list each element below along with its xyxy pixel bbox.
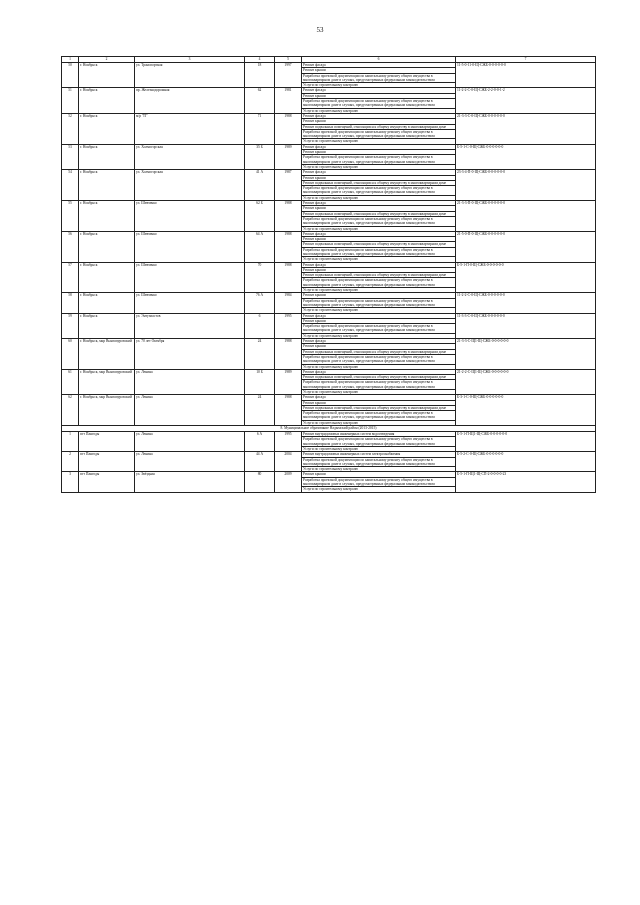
house-number-cell: 76 А xyxy=(245,293,275,313)
work-type-cell: Разработка проектной документации по капитальному ремонту общего имущества в многоквартирном доме в случаях, предусмотренных федеральным законодательством xyxy=(302,278,456,288)
year-cell: 1988 xyxy=(275,201,302,232)
year-cell: 1988 xyxy=(275,113,302,144)
street-cell: ул. Шевченко xyxy=(135,231,245,262)
work-type-cell: Ремонт крыши xyxy=(302,175,456,180)
work-type-cell: Ремонт крыши xyxy=(302,344,456,349)
work-type-cell: Ремонт фасада xyxy=(302,170,456,175)
year-cell: 1995 xyxy=(275,313,302,338)
street-cell: ул. 70 лет Октября xyxy=(135,339,245,370)
settlement-cell: г. Ноябрьск xyxy=(79,144,135,169)
settlement-cell: пгт Пангоды xyxy=(79,432,135,452)
column-number-cell: 7 xyxy=(456,57,596,63)
settlement-cell: пгт Пангоды xyxy=(79,472,135,492)
work-type-cell: Ремонт фасада xyxy=(302,63,456,68)
row-number: 3 xyxy=(62,472,79,492)
building-code-cell: Б-5-1-П-0-Щ-СЖБ-0-0-0-0-0-0 xyxy=(456,262,596,293)
settlement-cell: г. Ноябрьск, мкр Вынгапуровский xyxy=(79,339,135,370)
house-number-cell: 10 Б xyxy=(245,369,275,394)
work-type-cell: Разработка проектной документации по капитальному ремонту общего имущества в многоквартирном доме в случаях, предусмотренных федеральным законодательством xyxy=(302,477,456,487)
settlement-cell: г. Ноябрьск xyxy=(79,293,135,313)
house-number-cell: 24 xyxy=(245,339,275,370)
work-type-cell: Ремонт фасада xyxy=(302,231,456,236)
table-body xyxy=(62,57,596,493)
work-type-cell: Ремонт подвальных помещений, относящихся к общему имуществу в многоквартирном доме xyxy=(302,375,456,380)
work-type-cell: Ремонт подвальных помещений, относящихся к общему имуществу в многоквартирном доме xyxy=(302,211,456,216)
work-type-cell: Разработка проектной документации по капитальному ремонту общего имущества в многоквартирном доме в случаях, предусмотренных федеральным законодательством xyxy=(302,99,456,109)
street-cell: ул. Шевченко xyxy=(135,262,245,293)
work-type-cell: Ремонт фасада xyxy=(302,313,456,318)
work-type-cell: Ремонт крыши xyxy=(302,293,456,298)
settlement-cell: г. Ноябрьск xyxy=(79,201,135,232)
work-type-cell: Разработка проектной документации по капитальному ремонту общего имущества в многоквартирном доме в случаях, предусмотренных федеральным законодательством xyxy=(302,380,456,390)
building-code-cell: 11-2-2-С-0-Щ-СЖБ-2-2-0-0-1-2 xyxy=(456,88,596,113)
work-type-cell: Ремонт внутридомовых инженерных систем электроснабжения xyxy=(302,452,456,457)
row-number: 59 xyxy=(62,313,79,338)
settlement-cell: г. Ноябрьск xyxy=(79,63,135,88)
street-cell: ул. Ленина xyxy=(135,395,245,426)
work-type-cell: Ремонт фасада xyxy=(302,262,456,267)
house-number-cell: 62 Б xyxy=(245,201,275,232)
row-number: 61 xyxy=(62,369,79,394)
settlement-cell: г. Ноябрьск xyxy=(79,231,135,262)
building-code-cell: 11-3-3-С-0-Щ-СЖБ-0-0-0-0-0-0 xyxy=(456,313,596,338)
house-number-cell: 71 xyxy=(245,113,275,144)
work-type-cell: Услуги по строительному контролю xyxy=(302,308,456,313)
work-type-cell: Ремонт фасада xyxy=(302,113,456,118)
year-cell: 1989 xyxy=(275,144,302,169)
year-cell: 1989 xyxy=(275,369,302,394)
street-cell: ул. Ленина xyxy=(135,369,245,394)
table-row xyxy=(62,432,596,437)
row-number: 57 xyxy=(62,262,79,293)
work-type-cell: Услуги по строительному контролю xyxy=(302,83,456,88)
row-number: 53 xyxy=(62,144,79,169)
building-code-cell: 21-3-3-С-Щ1-Щ-СЖБ-0-0-0-0-0-0 xyxy=(456,339,596,370)
building-code-cell: 11-2-2-С-0-Щ-СЖБ-0-0-0-0-0-0 xyxy=(456,293,596,313)
settlement-cell: г. Ноябрьск xyxy=(79,88,135,113)
street-cell: ул. Шевченко xyxy=(135,293,245,313)
column-number-cell: 3 xyxy=(135,57,245,63)
work-type-cell: Услуги по строительному контролю xyxy=(302,288,456,293)
work-type-cell: Разработка проектной документации по капитальному ремонту общего имущества в многоквартирном доме в случаях, предусмотренных федеральным законодательством xyxy=(302,457,456,467)
building-code-cell: 21-3-3-С-0-Щ-СЖБ-0-0-0-0-0-0 xyxy=(456,113,596,144)
work-type-cell: Разработка проектной документации по капитальному ремонту общего имущества в многоквартирном доме в случаях, предусмотренных федеральным законодательством xyxy=(302,73,456,83)
year-cell: 1988 xyxy=(275,395,302,426)
work-type-cell: Услуги по строительному контролю xyxy=(302,164,456,169)
row-number: 56 xyxy=(62,231,79,262)
house-number-cell: 6 xyxy=(245,313,275,338)
work-type-cell: Услуги по строительному контролю xyxy=(302,487,456,492)
year-cell: 1988 xyxy=(275,339,302,370)
column-number-cell: 4 xyxy=(245,57,275,63)
column-number-cell: 6 xyxy=(302,57,456,63)
row-number: 2 xyxy=(62,452,79,472)
work-type-cell: Ремонт подвальных помещений, относящихся к общему имуществу в многоквартирном доме xyxy=(302,242,456,247)
work-type-cell: Ремонт фасада xyxy=(302,144,456,149)
house-number-cell: 62 xyxy=(245,88,275,113)
settlement-cell: г. Ноябрьск xyxy=(79,262,135,293)
work-type-cell: Услуги по строительному контролю xyxy=(302,333,456,338)
street-cell: ул. Холмогорская xyxy=(135,170,245,201)
work-type-cell: Ремонт фасада xyxy=(302,88,456,93)
work-type-cell: Услуги по строительному контролю xyxy=(302,108,456,113)
house-number-cell: 80 xyxy=(245,472,275,492)
work-type-cell: Разработка проектной документации по капитальному ремонту общего имущества в многоквартирном доме в случаях, предусмотренных федеральным законодательством xyxy=(302,155,456,165)
building-code-cell: 11-5-0-11-0-Щ-СЖБ-0-0-0-0-0-0 xyxy=(456,63,596,88)
row-number: 54 xyxy=(62,170,79,201)
capital-repair-table xyxy=(61,56,596,493)
row-number: 58 xyxy=(62,293,79,313)
house-number-cell: 70 xyxy=(245,262,275,293)
street-cell: м/р "П" xyxy=(135,113,245,144)
street-cell: ул. Шевченко xyxy=(135,201,245,232)
settlement-cell: г. Ноябрьск xyxy=(79,113,135,144)
building-code-cell: Б-5-2-С-0-Щ-СЖБ-0-0-0-0-0-0 xyxy=(456,452,596,472)
work-type-cell: Разработка проектной документации по капитальному ремонту общего имущества в многоквартирном доме в случаях, предусмотренных федеральным законодательством xyxy=(302,354,456,364)
work-type-cell: Ремонт внутридомовых инженерных систем водоотведения xyxy=(302,432,456,437)
row-number: 55 xyxy=(62,201,79,232)
work-type-cell: Разработка проектной документации по капитальному ремонту общего имущества в многоквартирном доме в случаях, предусмотренных федеральным законодательством xyxy=(302,324,456,334)
work-type-cell: Ремонт подвальных помещений, относящихся к общему имуществу в многоквартирном доме xyxy=(302,405,456,410)
row-number: 51 xyxy=(62,88,79,113)
work-type-cell: Ремонт крыши xyxy=(302,119,456,124)
section-title: 8. Муниципальное образование Надымский район (2013-2015) xyxy=(62,426,596,432)
year-cell: 1984 xyxy=(275,293,302,313)
work-type-cell: Разработка проектной документации по капитальному ремонту общего имущества в многоквартирном доме в случаях, предусмотренных федеральным законодательством xyxy=(302,411,456,421)
house-number-cell: 64 А xyxy=(245,231,275,262)
work-type-cell: Ремонт крыши xyxy=(302,93,456,98)
street-cell: ул. Транспортная xyxy=(135,63,245,88)
year-cell: 2009 xyxy=(275,472,302,492)
table-row xyxy=(62,452,596,457)
work-type-cell: Услуги по строительному контролю xyxy=(302,257,456,262)
work-type-cell: Ремонт фасада xyxy=(302,339,456,344)
year-cell: 1981 xyxy=(275,88,302,113)
work-type-cell: Услуги по строительному контролю xyxy=(302,446,456,451)
work-type-cell: Ремонт подвальных помещений, относящихся к общему имуществу в многоквартирном доме xyxy=(302,349,456,354)
work-type-cell: Разработка проектной документации по капитальному ремонту общего имущества в многоквартирном доме в случаях, предусмотренных федеральным законодательством xyxy=(302,186,456,196)
year-cell: 2004 xyxy=(275,452,302,472)
work-type-cell: Услуги по строительному контролю xyxy=(302,195,456,200)
column-number-cell: 5 xyxy=(275,57,302,63)
work-type-cell: Ремонт крыши xyxy=(302,237,456,242)
work-type-cell: Ремонт крыши xyxy=(302,206,456,211)
house-number-cell: 41 А xyxy=(245,170,275,201)
street-cell: ул. Энтузиастов xyxy=(135,313,245,338)
house-number-cell: 18 xyxy=(245,63,275,88)
work-type-cell: Услуги по строительному контролю xyxy=(302,420,456,425)
work-type-cell: Ремонт фасада xyxy=(302,201,456,206)
work-type-cell: Ремонт крыши xyxy=(302,150,456,155)
work-type-cell: Разработка проектной документации по капитальному ремонту общего имущества в многоквартирном доме в случаях, предусмотренных федеральным законодательством xyxy=(302,298,456,308)
street-cell: ул. Холмогорская xyxy=(135,144,245,169)
year-cell: 1987 xyxy=(275,170,302,201)
work-type-cell: Ремонт крыши xyxy=(302,318,456,323)
work-type-cell: Разработка проектной документации по капитальному ремонту общего имущества в многоквартирном доме в случаях, предусмотренных федеральным законодательством xyxy=(302,437,456,447)
work-type-cell: Ремонт подвальных помещений, относящихся к общему имуществу в многоквартирном доме xyxy=(302,273,456,278)
settlement-cell: г. Ноябрьск, мкр Вынгапуровский xyxy=(79,369,135,394)
row-number: 1 xyxy=(62,432,79,452)
street-cell: ул. Ленина xyxy=(135,452,245,472)
work-type-cell: Ремонт фасада xyxy=(302,369,456,374)
work-type-cell: Разработка проектной документации по капитальному ремонту общего имущества в многоквартирном доме в случаях, предусмотренных федеральным законодательством xyxy=(302,216,456,226)
house-number-cell: 44 А xyxy=(245,452,275,472)
work-type-cell: Ремонт подвальных помещений, относящихся к общему имуществу в многоквартирном доме xyxy=(302,180,456,185)
column-number-cell: 2 xyxy=(79,57,135,63)
work-type-cell: Ремонт крыши xyxy=(302,472,456,477)
house-number-cell: 6 А xyxy=(245,432,275,452)
row-number: 60 xyxy=(62,339,79,370)
settlement-cell: г. Ноябрьск, мкр Вынгапуровский xyxy=(79,395,135,426)
page-number: 53 xyxy=(316,26,324,34)
row-number: 62 xyxy=(62,395,79,426)
work-type-cell: Ремонт фасада xyxy=(302,395,456,400)
year-cell: 1988 xyxy=(275,231,302,262)
street-cell: ул. Ленина xyxy=(135,432,245,452)
building-code-cell: Б-3-1-С-0-Щ-СЖБ-0-0-0-0-0-0 xyxy=(456,395,596,426)
work-type-cell: Услуги по строительному контролю xyxy=(302,226,456,231)
building-code-cell: 21-5-0-П-0-Щ-СЖБ-0-0-0-0-0-0 xyxy=(456,231,596,262)
row-number: 50 xyxy=(62,63,79,88)
building-code-cell: Б-5-1-П-Щ1-Щ-СЖБ-0-0-0-0-0-0 xyxy=(456,432,596,452)
work-type-cell: Разработка проектной документации по капитальному ремонту общего имущества в многоквартирном доме в случаях, предусмотренных федеральным законодательством xyxy=(302,129,456,139)
work-type-cell: Ремонт подвальных помещений, относящихся к общему имуществу в многоквартирном доме xyxy=(302,124,456,129)
street-cell: ул. Звёздная xyxy=(135,472,245,492)
year-cell: 1988 xyxy=(275,262,302,293)
work-type-cell: Ремонт крыши xyxy=(302,267,456,272)
building-code-cell: 21-2-2-С-Щ1-Щ-СЖБ-0-0-0-0-0-0 xyxy=(456,369,596,394)
work-type-cell: Ремонт крыши xyxy=(302,400,456,405)
house-number-cell: 35 Б xyxy=(245,144,275,169)
work-type-cell: Ремонт крыши xyxy=(302,68,456,73)
work-type-cell: Услуги по строительному контролю xyxy=(302,364,456,369)
house-number-cell: 24 xyxy=(245,395,275,426)
street-cell: пр. Железнодорожная xyxy=(135,88,245,113)
building-code-cell: 23-3-4-П-0-Щ-СЖБ-0-0-0-0-0-0 xyxy=(456,170,596,201)
settlement-cell: г. Ноябрьск xyxy=(79,313,135,338)
building-code-cell: 21-3-3-П-0-Щ-СЖБ-0-0-0-0-0-0 xyxy=(456,201,596,232)
row-number: 52 xyxy=(62,113,79,144)
work-type-cell: Услуги по строительному контролю xyxy=(302,467,456,472)
work-type-cell: Разработка проектной документации по капитальному ремонту общего имущества в многоквартирном доме в случаях, предусмотренных федеральным законодательством xyxy=(302,247,456,257)
building-code-cell: Б-5-1-С-0-Щ-СЖБ-0-0-0-0-0-0 xyxy=(456,144,596,169)
year-cell: 1995 xyxy=(275,432,302,452)
work-type-cell: Услуги по строительному контролю xyxy=(302,390,456,395)
settlement-cell: пгт Пангоды xyxy=(79,452,135,472)
settlement-cell: г. Ноябрьск xyxy=(79,170,135,201)
work-type-cell: Услуги по строительному контролю xyxy=(302,139,456,144)
year-cell: 1997 xyxy=(275,63,302,88)
column-number-cell: 1 xyxy=(62,57,79,63)
building-code-cell: Б-5-1-П-Щ1-Щ-СП-2-0-0-0-0-23 xyxy=(456,472,596,492)
